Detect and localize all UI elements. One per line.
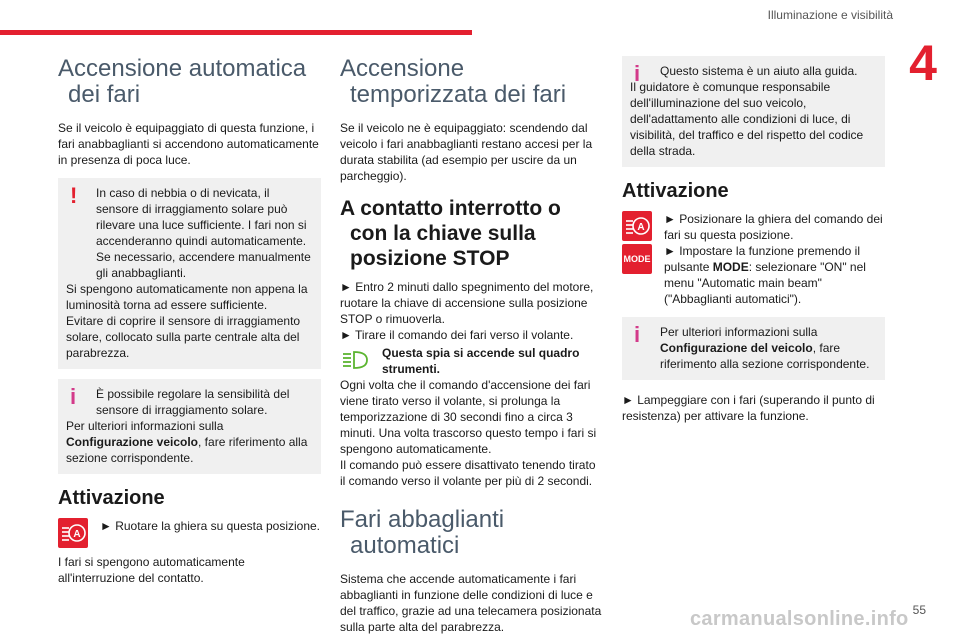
intro-text: Se il veicolo è equipaggiato di questa funzione, i fari anabbaglianti si accendono automaticamente in presenza di poca luce. [58,121,319,167]
activation-steps [622,211,885,307]
info-text-part: , fare riferimento alla sezione corrispondente. [66,435,308,465]
intro-text: Se il veicolo ne è equipaggiato: scendendo dal veicolo i fari anabbaglianti restano accesi per la durata stabilita (ad esempio per uscire da un parcheggio). [340,121,593,183]
step-text: ► Lampeggiare con i fari (superando il punto di resistenza) per attivare la funzione. [622,393,875,423]
info-text-part: Per ulteriori informazioni sulla [660,325,818,339]
info-text [630,324,877,372]
headlamp-indicator-icon [340,345,370,375]
info-icon: i [70,384,77,409]
auto-icon-letter: A [637,222,645,233]
indicator-note [340,345,603,377]
warning-text: Evitare di coprire il sensore di irraggiamento solare, collocato sulla parte centrale alta del parabrezza. [66,314,301,360]
section-title: Accensione temporizzata dei fari [340,55,567,108]
page-number: 55 [912,603,926,617]
warning-text: Si spengono automaticamente non appena la luminosità torna ad essere sufficiente. [66,282,308,312]
activation-title: Attivazione [58,487,165,509]
info-text [66,418,313,466]
warning-box [58,178,321,369]
step-text: ► Ruotare la ghiera su questa posizione. [100,519,321,533]
outro-text: I fari si spengono automaticamente all'interruzione del contatto. [58,555,245,585]
body-text: Il comando può essere disattivato tenendo tirato il comando verso il volante per più di 2 secondi. [340,458,596,488]
body-text: Sistema che accende automaticamente i fari abbaglianti in funzione delle condizioni di luce e del traffico, grazie ad una telecamera posizionata sulla parte alta del parabrezza. [340,572,602,634]
info-box [622,56,885,167]
step-text-part: : selezionare "ON" nel menu "Automatic main beam" ("Abbaglianti automatici"). [664,260,866,306]
activation-step [58,518,321,548]
step-text: ► Posizionare la ghiera del comando dei fari su questa posizione. [664,212,883,242]
info-text: Questo sistema è un aiuto alla guida. [660,64,858,78]
info-box [622,317,885,380]
section-title: Fari abbaglianti automatici [340,506,505,559]
step-text-part: ► Impostare la funzione premendo il pulsante [664,244,860,274]
info-text: È possibile regolare la sensibilità del sensore di irraggiamento solare. [96,387,290,417]
indicator-note-text: Questa spia si accende sul quadro strumenti. [382,346,580,376]
step-text: ► Tirare il comando dei fari verso il volante. [340,328,574,342]
warning-icon: ! [70,183,78,208]
section-title: Accensione automatica dei fari [58,55,307,108]
column-auto-main-beam [622,56,885,432]
column-auto-headlamps [58,56,321,594]
info-icon: i [634,322,641,347]
info-text-part: Per ulteriori informazioni sulla [66,419,224,433]
step-text [664,243,885,307]
warning-text: In caso di nebbia o di nevicata, il sensore di irraggiamento solare può rilevare una luce sufficiente. I fari non si accenderanno quindi automaticamente. Se necessario, accendere manualmente gli anabbaglianti. [96,186,311,280]
info-icon: i [634,61,641,86]
body-text: Ogni volta che il comando d'accensione dei fari viene tirato verso il volante, si prolunga la temporizzazione di 30 secondi fino a circa 3 minuti. Una volta trascorso questo tempo i fari si spengono automaticamente. [340,378,597,456]
info-link-label: Configurazione veicolo [66,435,199,449]
chapter-color-bar [0,30,472,35]
activation-title: Attivazione [622,180,729,202]
info-link-label: Configurazione del veicolo [660,341,813,355]
mode-label: MODE [712,260,749,274]
section-header: Illuminazione e visibilità [767,8,893,22]
subsection-title: A contatto interrotto o con la chiave sulla posizione STOP [340,197,561,270]
mode-button-icon: MODE [622,244,652,274]
auto-icon-letter: A [73,529,81,540]
info-box [58,379,321,474]
auto-headlamp-icon [622,211,652,241]
info-text: Il guidatore è comunque responsabile dell'illuminazione del suo veicolo, dell'adattamento alle condizioni di luce, di visibilità, del traffico e del rispetto del codice della strada. [630,80,864,158]
info-text-part: , fare riferimento alla sezione corrispondente. [660,341,870,371]
step-text: ► Entro 2 minuti dallo spegnimento del motore, ruotare la chiave di accensione sulla posizione STOP o rimuoverla. [340,280,594,326]
watermark: carmanualsonline.info [690,608,909,630]
column-timed-headlamps [340,56,603,643]
auto-headlamp-icon [58,518,88,548]
chapter-number: 4 [909,35,937,91]
